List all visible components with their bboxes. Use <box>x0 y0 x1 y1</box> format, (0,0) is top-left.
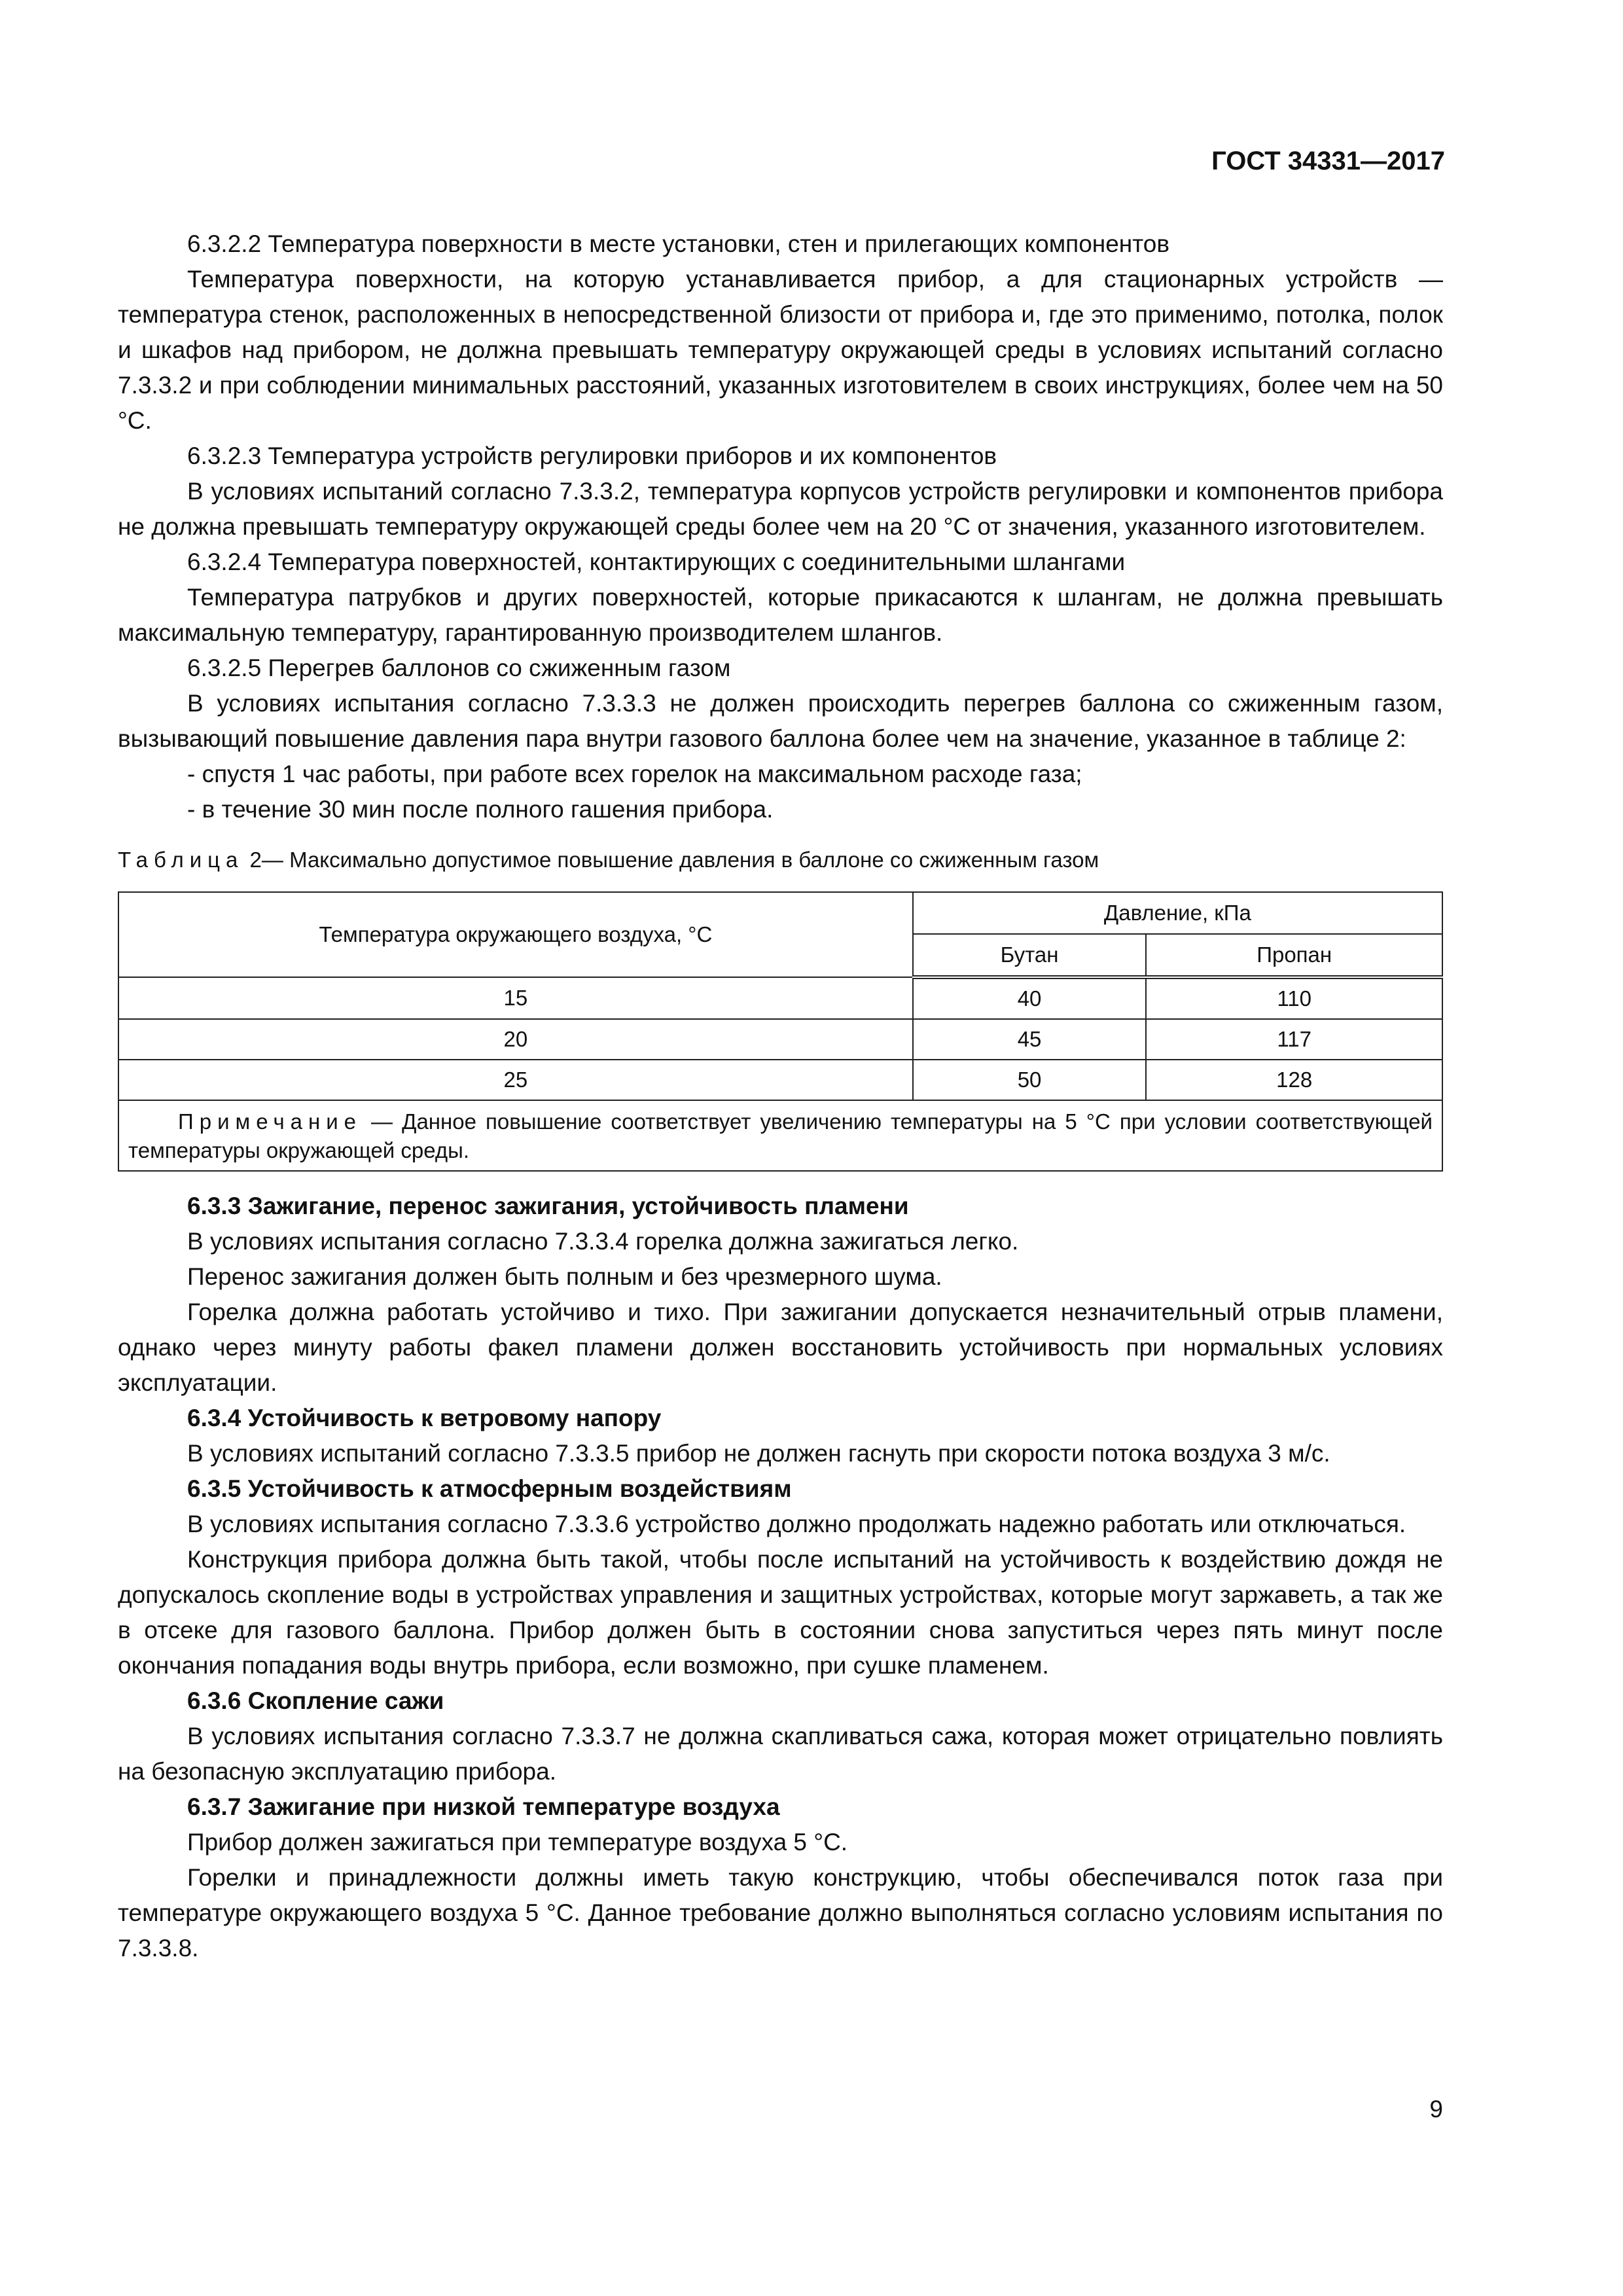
cell-propane: 128 <box>1146 1060 1442 1100</box>
clause-6-3-7-body-2: Горелки и принадлежности должны иметь такую конструкцию, чтобы обеспечивался поток газа при температуре окружающего воздуха 5 °C. Данное требование должно выполняться согласно условиям испытания по 7.3.3.8. <box>118 1864 1443 1962</box>
header-pressure: Давление, кПа <box>913 892 1442 934</box>
clause-6-3-2-5-title: 6.3.2.5 Перегрев баллонов со сжиженным газом <box>187 655 731 681</box>
table-row <box>118 1019 1442 1060</box>
clause-6-3-4-body: В условиях испытаний согласно 7.3.3.5 прибор не должен гаснуть при скорости потока воздуха 3 м/с. <box>187 1440 1330 1467</box>
clause-6-3-5-body-2: Конструкция прибора должна быть такой, чтобы после испытаний на устойчивость к воздействию дождя не допускалось скопление воды в устройствах управления и защитных устройствах, которые могут заржаветь, а так же в отсеке для газового баллона. Прибор должен быть в состоянии снова запуститься через пять минут после окончания попадания воды внутрь прибора, если возможно, при сушке пламенем. <box>118 1546 1443 1679</box>
clause-6-3-3-body-2: Перенос зажигания должен быть полным и без чрезмерного шума. <box>187 1263 942 1290</box>
clause-6-3-3-body-1: В условиях испытания согласно 7.3.3.4 горелка должна зажигаться легко. <box>187 1228 1019 1255</box>
header-propane: Пропан <box>1146 934 1442 977</box>
spacer <box>118 1172 1443 1189</box>
table-note-text: — Данное повышение соответствует увеличению температуры на 5 °C при условии соответствующей температуры окружающей среды. <box>128 1109 1433 1162</box>
clause-6-3-6-body: В условиях испытания согласно 7.3.3.7 не должна скапливаться сажа, которая может отрицательно повлиять на безопасную эксплуатацию прибора. <box>118 1723 1443 1785</box>
clause-6-3-2-2-title: 6.3.2.2 Температура поверхности в месте установки, стен и прилегающих компонентов <box>187 230 1169 257</box>
clause-6-3-5-heading: 6.3.5 Устойчивость к атмосферным воздействиям <box>187 1475 792 1502</box>
clause-6-3-5-body-1: В условиях испытания согласно 7.3.3.6 устройство должно продолжать надежно работать или отключаться. <box>187 1511 1406 1537</box>
table-caption-label: Таблица <box>118 848 244 872</box>
cell-temperature: 25 <box>118 1060 913 1100</box>
clause-6-3-3-heading: 6.3.3 Зажигание, перенос зажигания, устойчивость пламени <box>187 1193 909 1219</box>
table-note <box>118 1100 1442 1171</box>
cell-butane: 45 <box>913 1019 1147 1060</box>
clause-6-3-2-4-title: 6.3.2.4 Температура поверхностей, контактирующих с соединительными шлангами <box>187 548 1126 575</box>
clause-6-3-2-3-body: В условиях испытаний согласно 7.3.3.2, температура корпусов устройств регулировки и компонентов прибора не должна превышать температуру окружающей среды более чем на 20 °C от значения, указанного изготовителем. <box>118 478 1443 540</box>
header-temperature: Температура окружающего воздуха, °C <box>118 892 913 977</box>
clause-6-3-6-heading: 6.3.6 Скопление сажи <box>187 1687 444 1714</box>
table-note-row <box>118 1100 1442 1171</box>
clause-6-3-7-heading: 6.3.7 Зажигание при низкой температуре воздуха <box>187 1793 780 1820</box>
table-row <box>118 1060 1442 1100</box>
cell-propane: 110 <box>1146 977 1442 1019</box>
clause-6-3-2-3-title: 6.3.2.3 Температура устройств регулировки приборов и их компонентов <box>187 442 997 469</box>
header-butane: Бутан <box>913 934 1147 977</box>
cell-propane: 117 <box>1146 1019 1442 1060</box>
table-row <box>118 977 1442 1019</box>
clause-6-3-7-body-1: Прибор должен зажигаться при температуре воздуха 5 °C. <box>187 1829 848 1856</box>
document-code: ГОСТ 34331—2017 <box>1211 147 1445 175</box>
table-caption <box>118 846 1443 874</box>
cell-butane: 50 <box>913 1060 1147 1100</box>
cell-temperature: 20 <box>118 1019 913 1060</box>
page-number: 9 <box>1429 2096 1443 2123</box>
table-note-label: Примечание <box>178 1109 363 1134</box>
pressure-table <box>118 891 1443 1172</box>
clause-6-3-4-heading: 6.3.4 Устойчивость к ветровому напору <box>187 1405 662 1431</box>
clause-6-3-2-2-body: Температура поверхности, на которую устанавливается прибор, а для стационарных устройств — температура стенок, расположенных в непосредственной близости от прибора и, где это применимо, потолка, полок и шкафов над прибором, не должна превышать температуру окружающей среды в условиях испытаний согласно 7.3.3.2 и при соблюдении минимальных расстояний, указанных изготовителем в своих инструкциях, более чем на 50 °C. <box>118 266 1443 434</box>
clause-6-3-3-body-3: Горелка должна работать устойчиво и тихо. При зажигании допускается незначительный отрыв пламени, однако через минуту работы факел пламени должен восстановить устойчивость при нормальных условиях эксплуатации. <box>118 1299 1443 1396</box>
list-item: - в течение 30 мин после полного гашения прибора. <box>187 796 774 823</box>
table-caption-text: — Максимально допустимое повышение давления в баллоне со сжиженным газом <box>261 848 1099 872</box>
list-item: - спустя 1 час работы, при работе всех горелок на максимальном расходе газа; <box>187 761 1082 787</box>
clause-6-3-2-5-body: В условиях испытания согласно 7.3.3.3 не должен происходить перегрев баллона со сжиженным газом, вызывающий повышение давления пара внутри газового баллона более чем на значение, указанное в таблице 2: <box>118 690 1443 752</box>
page-content <box>118 226 1443 1966</box>
cell-butane: 40 <box>913 977 1147 1019</box>
cell-temperature: 15 <box>118 977 913 1019</box>
clause-6-3-2-4-body: Температура патрубков и других поверхностей, которые прикасаются к шлангам, не должна превышать максимальную температуру, гарантированную производителем шлангов. <box>118 584 1443 646</box>
table-caption-number: 2 <box>243 848 262 872</box>
